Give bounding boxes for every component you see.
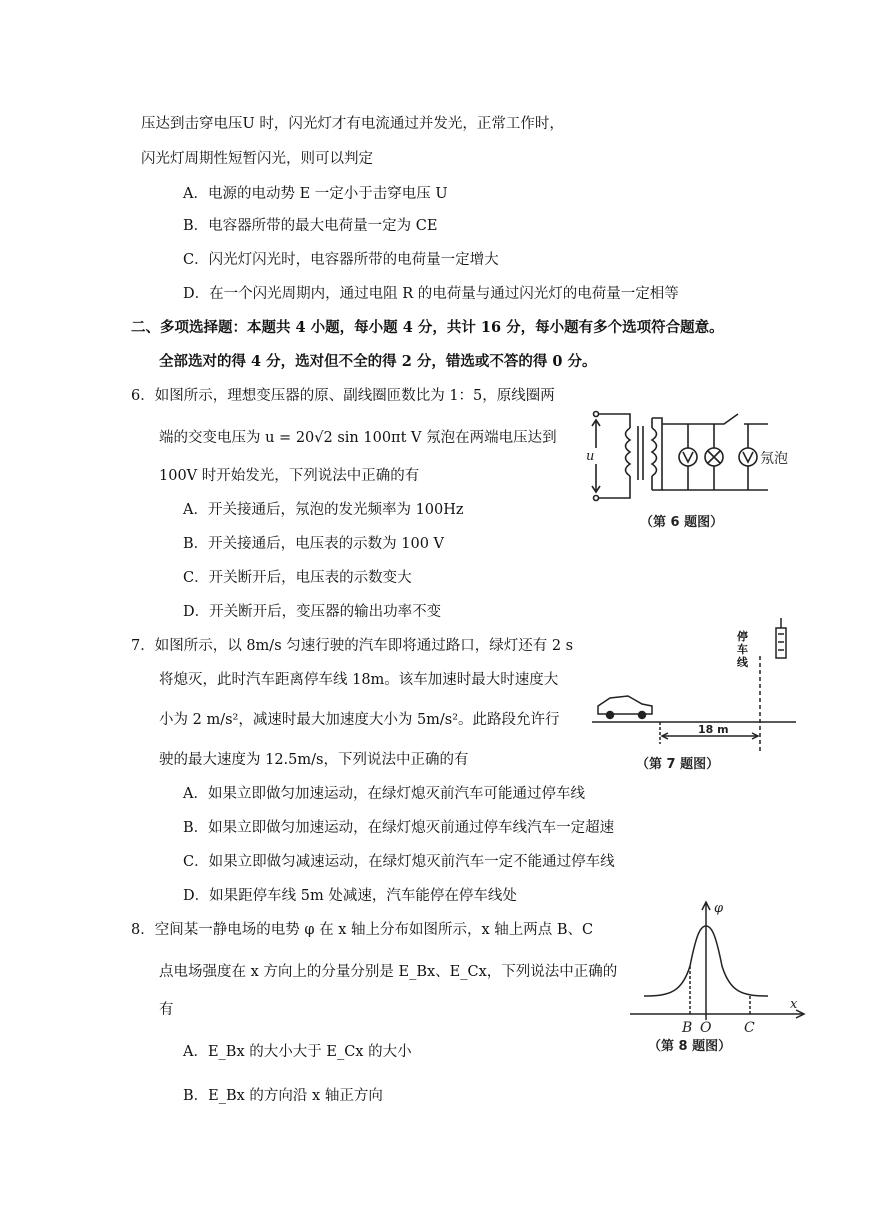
figure-6-caption: （第 6 题图） (640, 515, 724, 530)
text-line: 闪光灯周期性短暂闪光，则可以判定 (141, 151, 373, 167)
label-neon: 氖泡 (760, 451, 788, 467)
option-a: A．开关接通后，氖泡的发光频率为 100Hz (183, 502, 464, 518)
figure-8-graph (630, 896, 810, 1056)
text-line: 驶的最大速度为 12.5m/s，下列说法中正确的有 (159, 752, 469, 768)
figure-8-caption: （第 8 题图） (648, 1039, 732, 1054)
option-c: C．如果立即做匀减速运动，在绿灯熄灭前汽车一定不能通过停车线 (183, 854, 615, 870)
question-6: 6．如图所示，理想变压器的原、副线圈匝数比为 1：5，原线圈两 (131, 388, 555, 404)
label-o: O (700, 1020, 712, 1036)
option-c: C．闪光灯闪光时，电容器所带的电荷量一定增大 (183, 252, 499, 268)
label-phi: φ (714, 901, 724, 916)
label-c: C (744, 1020, 755, 1036)
option-b: B．电容器所带的最大电荷量一定为 CE (183, 218, 438, 234)
label-stop-line: 停车线 (737, 630, 748, 669)
label-b: B (682, 1020, 693, 1036)
option-d: D．开关断开后，变压器的输出功率不变 (183, 604, 442, 620)
figure-7-caption: （第 7 题图） (636, 757, 720, 772)
option-b: B．开关接通后，电压表的示数为 100 V (183, 536, 445, 552)
text-line: 压达到击穿电压U 时，闪光灯才有电流通过并发光，正常工作时， (141, 116, 564, 132)
section-heading: 二、多项选择题：本题共 4 小题，每小题 4 分，共计 16 分，每小题有多个选项符合题意。 (131, 319, 724, 336)
question-7: 7．如图所示，以 8m/s 匀速行驶的汽车即将通过路口，绿灯还有 2 s (131, 638, 574, 654)
option-d: D．如果距停车线 5m 处减速，汽车能停在停车线处 (183, 888, 517, 904)
label-x: x (790, 997, 798, 1012)
text-line: 100V 时开始发光，下列说法中正确的有 (159, 468, 420, 484)
option-b: B．如果立即做匀加速运动，在绿灯熄灭前通过停车线汽车一定超速 (183, 820, 615, 836)
text-line: 点电场强度在 x 方向上的分量分别是 E_Bx、E_Cx，下列说法中正确的 (159, 964, 618, 980)
question-8: 8．空间某一静电场的电势 φ 在 x 轴上分布如图所示，x 轴上两点 B、C (131, 922, 594, 938)
option-a: A．E_Bx 的大小大于 E_Cx 的大小 (183, 1044, 412, 1060)
option-c: C．开关断开后，电压表的示数变大 (183, 570, 412, 586)
text-line: 有 (159, 1002, 174, 1018)
text-line: 端的交变电压为 u = 20√2 sin 100πt V 氖泡在两端电压达到 (159, 430, 557, 446)
option-a: A．如果立即做匀加速运动，在绿灯熄灭前汽车可能通过停车线 (183, 786, 585, 802)
option-a: A．电源的电动势 E 一定小于击穿电压 U (183, 186, 448, 202)
text-line: 将熄灭，此时汽车距离停车线 18m。该车加速时最大时速度大 (159, 672, 559, 688)
section-instruction: 全部选对的得 4 分，选对但不全的得 2 分，错选或不答的得 0 分。 (159, 353, 597, 370)
figure-7-diagram (592, 614, 798, 776)
option-d: D．在一个闪光周期内，通过电阻 R 的电荷量与通过闪光灯的电荷量一定相等 (183, 286, 679, 302)
figure-6-circuit (588, 408, 808, 538)
text-line: 小为 2 m/s²，减速时最大加速度大小为 5m/s²。此路段允许行 (159, 712, 560, 728)
label-distance: 18 m (698, 723, 729, 736)
option-b: B．E_Bx 的方向沿 x 轴正方向 (183, 1088, 383, 1104)
label-u: u (586, 449, 595, 464)
